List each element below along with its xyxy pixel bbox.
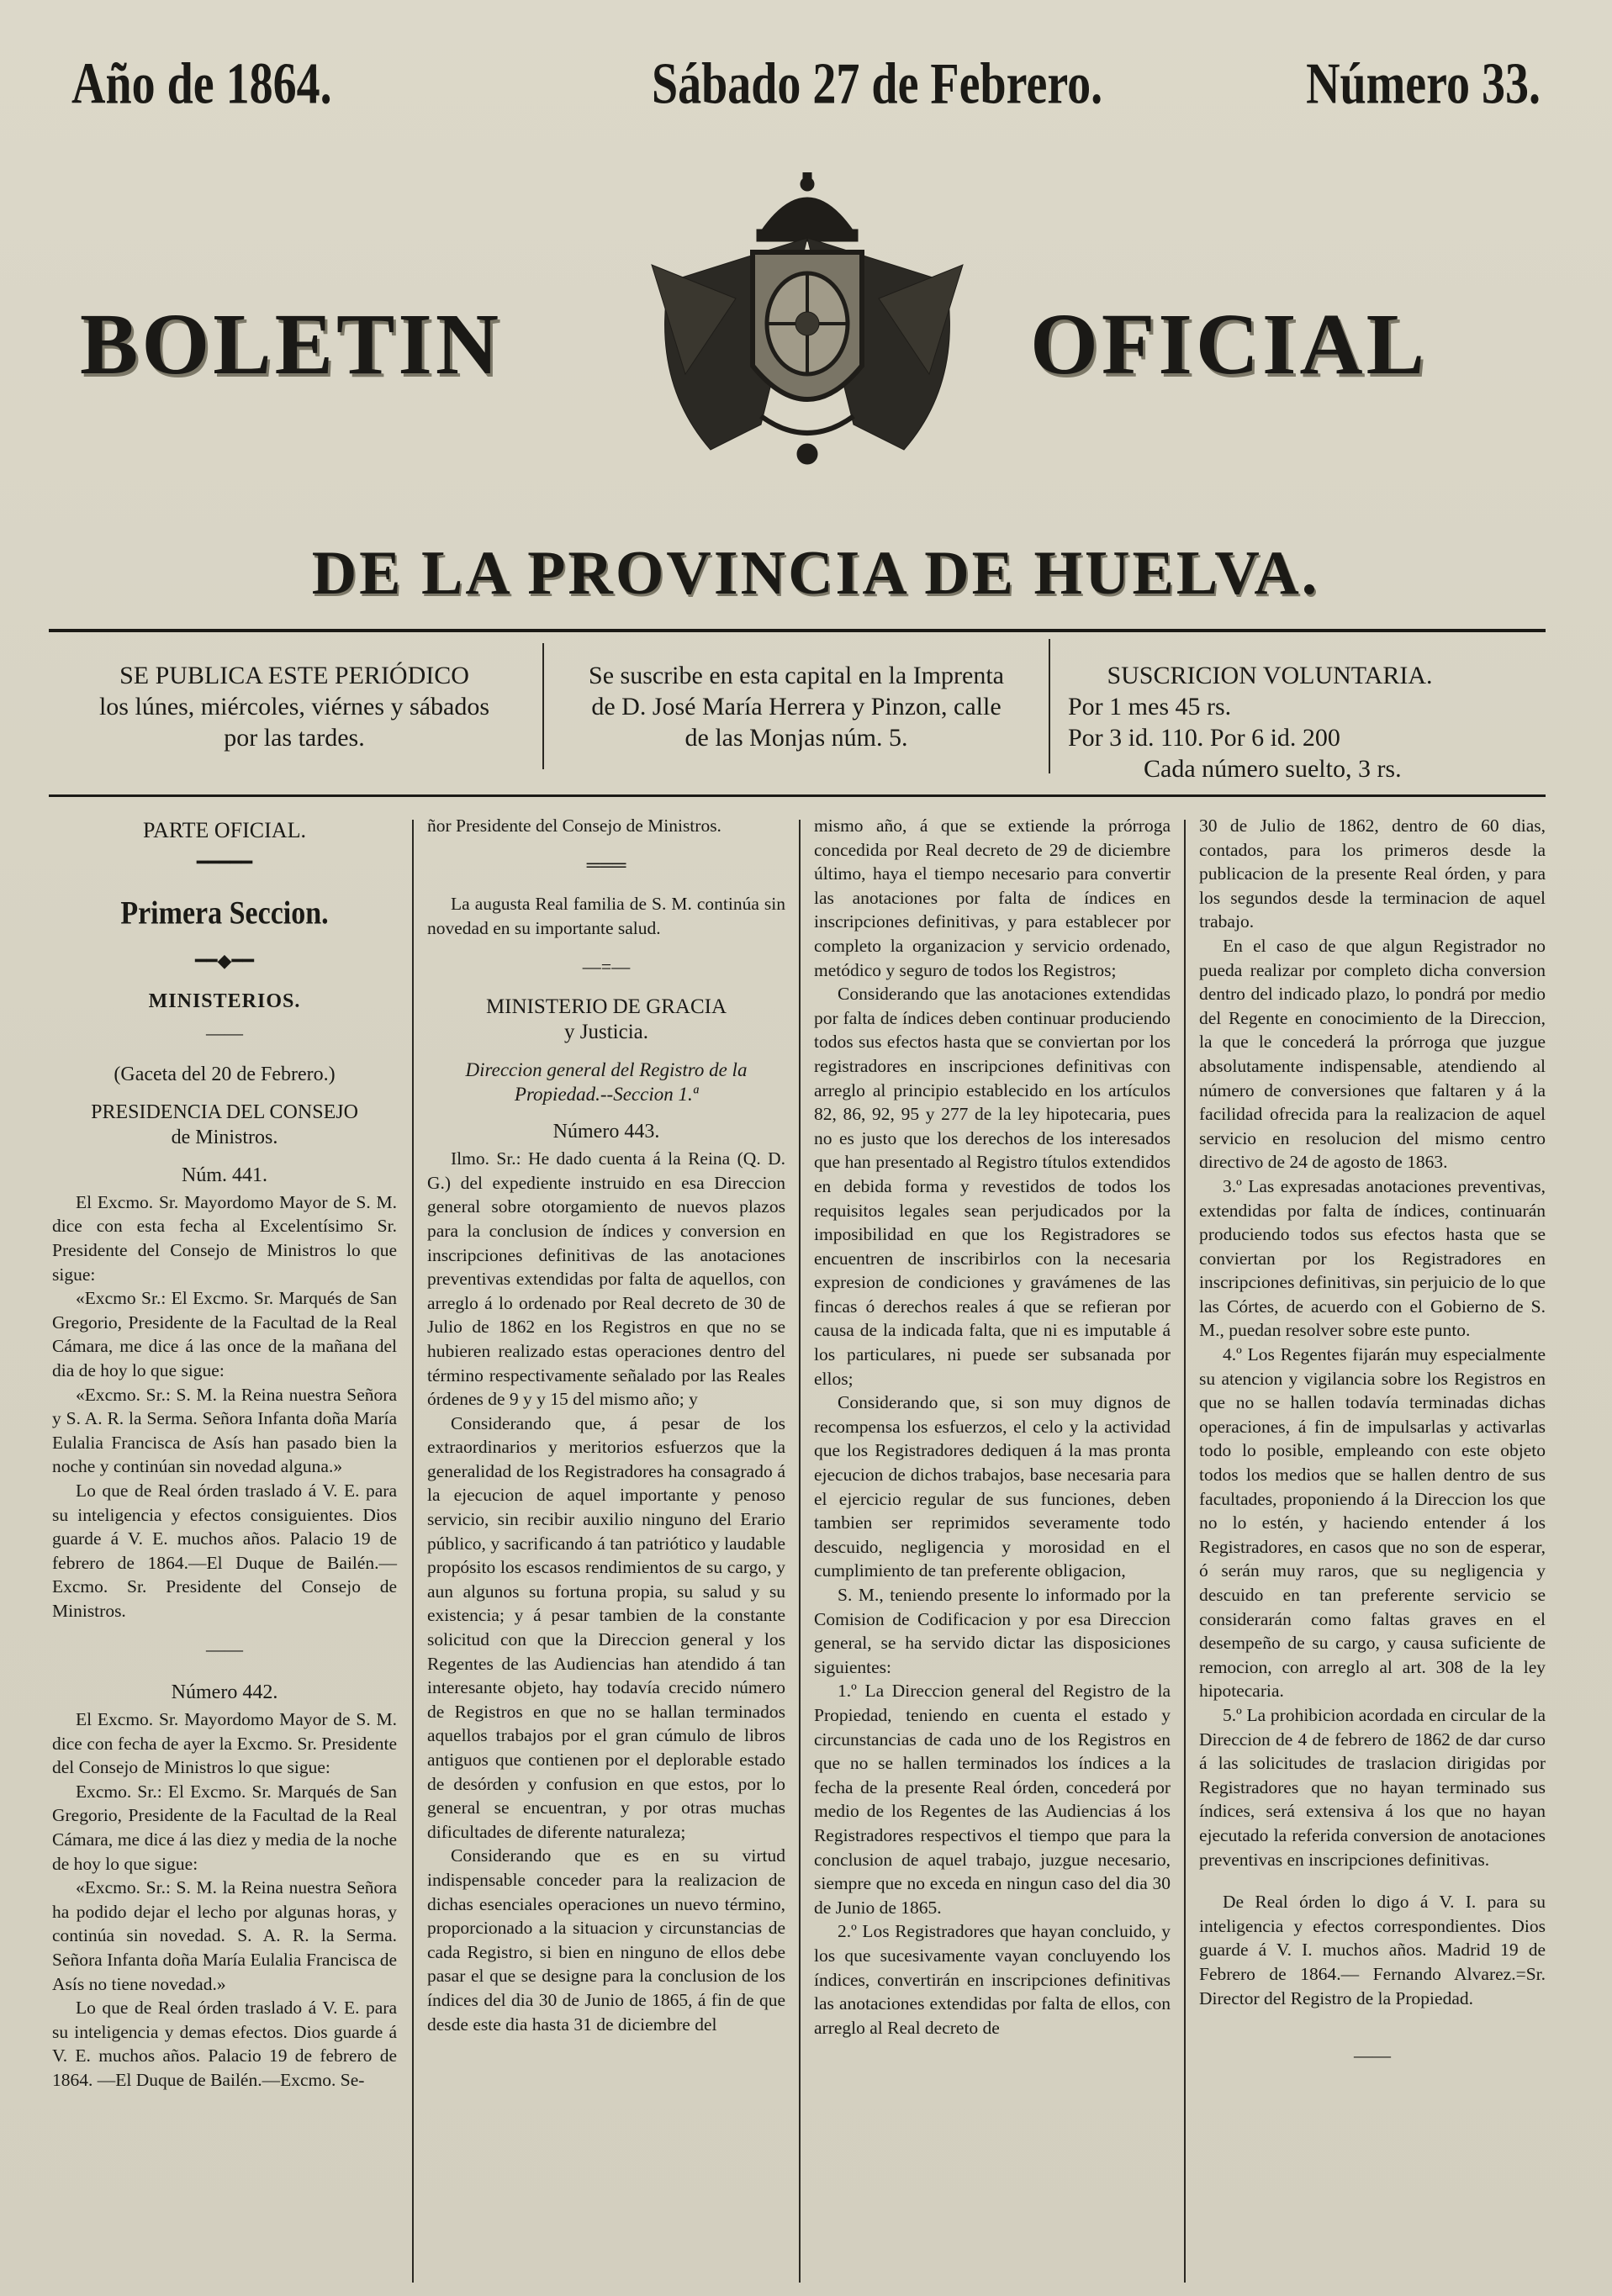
ornament-divider: ━━◆━━: [195, 949, 254, 971]
ornament-divider: ——: [206, 1639, 243, 1660]
paragraph: «Excmo. Sr.: S. M. la Reina nuestra Señora y S. A. R. la Serma. Señora Infanta doña María Eulalia Francisca de Asís han pasado bien la noche y continúan sin novedad alguna.»: [52, 1384, 397, 1477]
department-title: PRESIDENCIA DEL CONSEJO: [91, 1100, 358, 1123]
paragraph: 30 de Julio de 1862, dentro de 60 dias, contados, para los primeros desde la publicacion de la presente Real órden, y para los segundos desde la terminacion de aquel trabajo.: [1199, 815, 1546, 932]
info-line: Cada número suelto, 3 rs.: [1144, 755, 1402, 783]
info-divider-1: [542, 643, 544, 769]
column-2: [427, 814, 785, 2036]
ornament-divider: —=—: [582, 956, 631, 978]
source-note: (Gaceta del 20 de Febrero.): [114, 1063, 336, 1085]
info-line: Por 3 id. 110. Por 6 id. 200: [1068, 724, 1340, 752]
info-divider-2: [1049, 639, 1050, 773]
paragraph: Considerando que es en su virtud indispensable conceder para la realizacion de dichas esenciales operaciones un nuevo término, proporcionado a la situacion y circunstancias de cada Registro, si bien en ninguno de ellos debe pasar el que se designe para la conclusion de los índices del dia 30 de Junio de 1865, á fin de que desde este dia hasta 31 de diciembre del: [427, 1845, 785, 2035]
ornament-divider: ——: [1354, 2045, 1391, 2066]
ornament-divider: ——: [206, 1022, 243, 1044]
top-rule: [49, 629, 1546, 632]
ornament-divider: ═══: [586, 853, 626, 875]
subsection-title: MINISTERIOS.: [148, 990, 301, 1013]
info-line: por las tardes.: [224, 724, 365, 752]
item-number: Número 442.: [171, 1681, 278, 1704]
paragraph: El Excmo. Sr. Mayordomo Mayor de S. M. dice con esta fecha al Excelentísimo Sr. Presidente del Consejo de Ministros lo que sigue:: [52, 1191, 397, 1285]
item-number: Núm. 441.: [182, 1164, 267, 1186]
info-line: Se suscribe en esta capital en la Imprenta: [589, 662, 1004, 689]
column-1: [52, 814, 397, 2093]
issue-number: Número 33.: [1306, 51, 1541, 117]
column-divider: [1184, 820, 1186, 2283]
section-title: Primera Seccion.: [120, 895, 329, 932]
paragraph: ñor Presidente del Consejo de Ministros.: [427, 815, 721, 836]
paragraph: El Excmo. Sr. Mayordomo Mayor de S. M. dice con fecha de ayer la Excmo. Sr. Presidente del Consejo de Ministros lo que sigue:: [52, 1709, 397, 1778]
ministry-title: MINISTERIO DE GRACIA: [485, 995, 727, 1018]
column-divider: [799, 820, 801, 2283]
paragraph: Lo que de Real órden traslado á V. E. para su inteligencia y demas efectos. Dios guarde á V. E. muchos años. Palacio 19 de febrero de 1864. —El Duque de Bailén.—Excmo. Se-: [52, 1998, 397, 2090]
paragraph: 4.º Los Regentes fijarán muy especialmente su atencion y vigilancia sobre los Registros en que no se hallen todavía terminadas dichas operaciones, á fin de impulsarlas y activarlas todo lo posible, empleando con este objeto todos los medios que se hallen dentro de sus facultades, proponiendo á la Direccion los que no lo estén, y haciendo entender á los Registradores, en casos que no son de esperar, ó serán muy raros, que su negligencia y descuido en tan preferente servicio se considerarán como faltas graves en el desempeño de su cargo, y causa suficiente de remocion, con arreglo al art. 308 de la ley hipotecaria.: [1199, 1344, 1546, 1702]
column-3: [814, 814, 1171, 2040]
paragraph: Excmo. Sr.: El Excmo. Sr. Marqués de San Gregorio, Presidente de la Facultad de la Real Cámara, me dice á las diez y media de la noche de hoy lo que sigue:: [52, 1781, 397, 1874]
paragraph: 1.º La Direccion general del Registro de la Propiedad, teniendo en cuenta el estado y circunstancias de cada uno de los Registros en que no se hallen terminados los índices a la fecha de la presente Real órden, concederá por medio de los Regentes de las Audiencias á los Registradores respectivos el tiempo que para la conclusion de aquel trabajo, juzgue necesario, siempre que no exceda en ningun caso del dia 30 de Junio de 1865.: [814, 1681, 1171, 1918]
directorate-title: Direccion general del Registro de la Propiedad.--Seccion 1.ª: [465, 1058, 748, 1105]
paragraph: Considerando que, á pesar de los extraordinarios y meritorios esfuerzos que la generalidad de los Registradores ha consagrado á la ejecucion de aquel importante y penoso servicio, sin recibir auxilio ninguno del Erario público, y sacrificando á tan patriótico y laudable propósito los escasos rendimientos de su cargo, y aun algunos su fortuna propia, su salud y su existencia; y á pesar tambien de la constante solicitud con que la Direccion general y los Regentes de las Audiencias han atendido á tan interesante objeto, hay todavía crecido número de Registros en que no se hallan terminados aquellos trabajos por el gran cúmulo de libros antiguos que contienen por el deplorable estado de desórden y confusion en que estos, por lo general se encuentran, y por otras muchas dificultades de diferente naturaleza;: [427, 1412, 785, 1842]
paragraph: Considerando que, si son muy dignos de recompensa los esfuerzos, el celo y la actividad que los Registradores dediquen á la mas pronta ejecucion de dichos trabajos, base necesaria para el ejercicio regular de sus funciones, deben tambien ser reprimidos severamente todo descuido, negligencia y morosidad en el cumplimiento de tan preferente obligacion,: [814, 1392, 1171, 1581]
paragraph: La augusta Real familia de S. M. continúa sin novedad en su importante salud.: [427, 894, 785, 938]
paragraph: En el caso de que algun Registrador no pueda realizar por completo dicha conversion dentro del indicado plazo, lo pondrá por medio del Regente en conocimiento de la Direccion, la que le concederá la prórroga que juzgue absolutamente indispensable, atendiendo al número de conversiones que faltaren y á la facilidad ofrecida para la realizacion de aquel servicio en resolucion del mismo centro directivo de 24 de agosto de 1863.: [1199, 935, 1546, 1173]
ministry-subtitle: y Justicia.: [564, 1020, 648, 1043]
paragraph: mismo año, á que se extiende la prórroga concedida por Real decreto de 29 de diciembre último, haya el tiempo necesario para convertir las anotaciones por falta de índices en inscripciones definitivas, y para establecer por completo la organizacion y servicio ordenado, metódico y seguro de todos los Registros;: [814, 815, 1171, 980]
column-divider: [412, 820, 414, 2283]
info-line: SE PUBLICA ESTE PERIÓDICO: [119, 662, 469, 689]
section-label: PARTE OFICIAL.: [143, 818, 306, 842]
department-subtitle: de Ministros.: [171, 1126, 278, 1148]
paragraph: «Excmo Sr.: El Excmo. Sr. Marqués de San Gregorio, Presidente de la Facultad de la Real Cámara, me dice á las once de la mañana del dia de hoy lo que sigue:: [52, 1288, 397, 1380]
masthead-left: BOLETIN: [80, 296, 502, 393]
paragraph: Ilmo. Sr.: He dado cuenta á la Reina (Q. D. G.) del expediente instruido en esa Direccion general sobre otorgamiento de nuevos plazos para la conclusion de índices y conversion en inscripciones definitivas de las anotaciones preventivas extendidas por falta de aquellos, con arreglo á lo ordenado por Real decreto de 30 de Julio de 1862 en los Registros en que no se hubieren realizado estas operaciones dentro del término respectivamente señalado por las Reales órdenes de 9 y y 15 del mismo año; y: [427, 1148, 785, 1410]
publication-info: [50, 660, 538, 753]
paragraph: S. M., teniendo presente lo informado por la Comision de Codificacion y por esa Direccion general, se ha servido dictar las disposiciones siguientes:: [814, 1585, 1171, 1677]
ornament-divider: ━━━━━: [196, 852, 253, 873]
paragraph: De Real órden lo digo á V. I. para su inteligencia y efectos correspondientes. Dios guarde á V. I. muchos años. Madrid 19 de Febrero de 1864.— Fernando Alvarez.=Sr. Director del Registro de la Propiedad.: [1199, 1892, 1546, 2008]
date: Sábado 27 de Febrero.: [652, 51, 1103, 117]
dateline: [71, 50, 1541, 135]
masthead-subtitle: DE LA PROVINCIA DE HUELVA.: [311, 539, 1320, 608]
item-number: Número 443.: [552, 1121, 660, 1143]
paragraph: Lo que de Real órden traslado á V. E. para su inteligencia y efectos consiguientes. Dios guarde á V. E. muchos años. Palacio 19 de febrero de 1864.—El Duque de Bailén.—Excmo. Sr. Presidente del Consejo de Ministros.: [52, 1480, 397, 1621]
paragraph: Considerando que las anotaciones extendidas por falta de índices deben continuar produciendo todos sus efectos hasta que se conviertan por los registradores en inscripciones definitivas con arreglo al principio establecido en los artículos 82, 86, 92, 95 y 277 de la ley hipotecaria, pues no es justo que los derechos de los interesados que han presentado al Registro títulos extendidos en debida forma y revestidos de todos los requisitos legales sean perjudicados por la imposibilidad en que los Registradores se encuentren de inscribirlos con la necesaria expresion de condiciones y gravámenes de las fincas ó derechos reales á que se refieran por causa de la indicada falta, que ni es imputable á los particulares, ni puede ser subsanada por ellos;: [814, 984, 1171, 1389]
column-4: [1199, 814, 1546, 2083]
paragraph: 3.º Las expresadas anotaciones preventivas, extendidas por falta de índices, continuarán produciendo todos sus efectos hasta que se conviertan por los Registradores en inscripciones definitivas, sin perjuicio de lo que las Córtes, de acuerdo con el Gobierno de S. M., puedan resolver sobre este punto.: [1199, 1175, 1546, 1341]
masthead-right: OFICIAL: [1030, 296, 1428, 393]
coat-of-arms-icon: [635, 172, 980, 475]
paragraph: «Excmo. Sr.: S. M. la Reina nuestra Señora ha podido dejar el lecho por algunas horas, y continúa sin novedad. S. A. R. la Serma. Señora Infanta doña María Eulalia Francisca de Asís no tiene novedad.»: [52, 1877, 397, 1994]
subscription-prices: [1060, 660, 1480, 784]
paragraph: 2.º Los Registradores que hayan concluido, y los que sucesivamente vayan concluyendo los índices, convertirán en inscripciones definitivas las anotaciones extendidas por falta de ellos, con arreglo al Real decreto de: [814, 1921, 1171, 2038]
info-rule: [49, 794, 1546, 797]
info-line: SUSCRICION VOLUNTARIA.: [1107, 662, 1433, 689]
info-line: Por 1 mes 45 rs.: [1068, 693, 1232, 720]
info-line: de las Monjas núm. 5.: [684, 724, 908, 752]
year: Año de 1864.: [71, 51, 332, 117]
paragraph: 5.º La prohibicion acordada en circular de la Direccion de 4 de febrero de 1862 de dar curso á las solicitudes de traslacion dirigidas por Registradores que no hayan terminado sus índices, será extensiva á los que no hayan ejecutado la referida conversion de anotaciones preventivas en inscripciones definitivas.: [1199, 1704, 1546, 1870]
subscription-place: [548, 660, 1044, 753]
info-line: de D. José María Herrera y Pinzon, calle: [591, 693, 1002, 720]
info-line: los lúnes, miércoles, viérnes y sábados: [98, 693, 490, 720]
